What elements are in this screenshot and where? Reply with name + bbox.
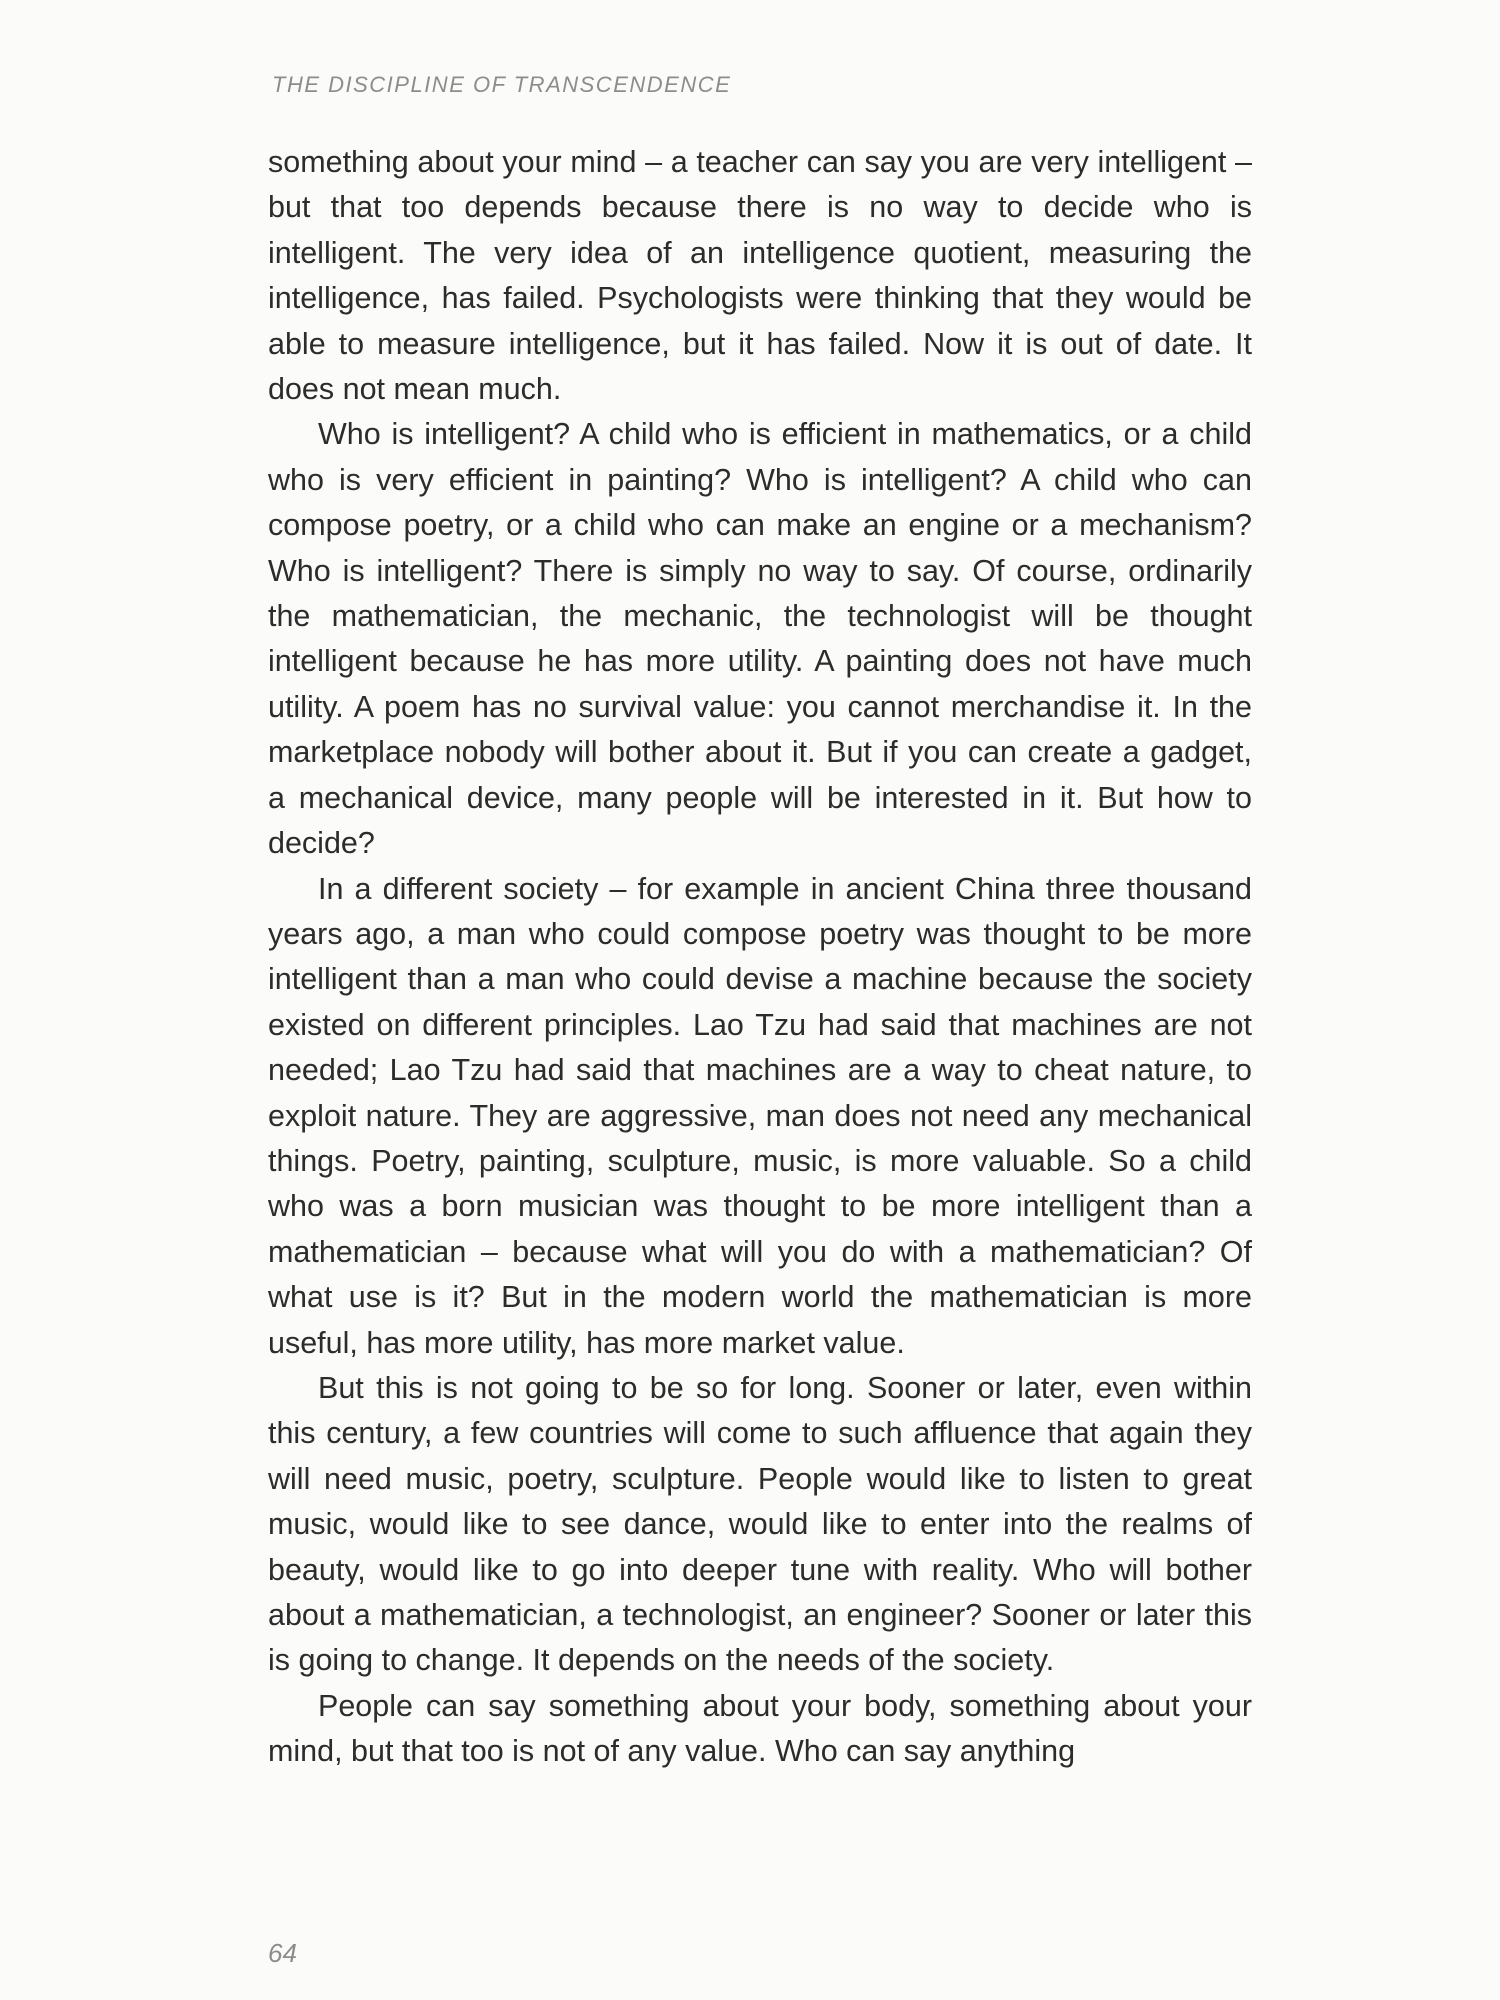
paragraph-1: something about your mind – a teacher can say you are very intelligent – but that too depends because there is no way to decide who is intelligent. The very idea of an intelligence quotient, measuring the intelligence, has failed. Psychologists were thinking that they would be able to measure intelligence, but it has failed. Now it is out of date. It does not mean much. (268, 145, 1252, 407)
paragraph-3: In a different society – for example in ancient China three thousand years ago, a man who could compose poetry was thought to be more intelligent than a man who could devise a machine because the society existed on different principles. Lao Tzu had said that machines are not needed; Lao Tzu had said that machines are a way to cheat nature, to exploit nature. They are aggressive, man does not need any mechanical things. Poetry, painting, sculpture, music, is more valuable. So a child who was a born musician was thought to be more intelligent than a mathematician – because what will you do with a mathematician? Of what use is it? But in the modern world the mathematician is more useful, has more utility, has more market value. (268, 871, 1252, 1360)
body-text (268, 140, 1252, 1775)
page-number: 64 (268, 1938, 297, 1968)
paragraph-2: Who is intelligent? A child who is efficient in mathematics, or a child who is very efficient in painting? Who is intelligent? A child who can compose poetry, or a child who can make an engine or a mechanism? Who is intelligent? There is simply no way to say. Of course, ordinarily the mathematician, the mechanic, the technologist will be thought intelligent because he has more utility. A painting does not have much utility. A poem has no survival value: you cannot merchandise it. In the marketplace nobody will bother about it. But if you can create a gadget, a mechanical device, many people will be interested in it. But how to decide? (268, 417, 1252, 861)
paragraph-4: But this is not going to be so for long. Sooner or later, even within this century, a few countries will come to such affluence that again they will need music, poetry, sculpture. People would like to listen to great music, would like to see dance, would like to enter into the realms of beauty, would like to go into deeper tune with reality. Who will bother about a mathematician, a technologist, an engineer? Sooner or later this is going to change. It depends on the needs of the society. (268, 1370, 1252, 1678)
paragraph-5: People can say something about your body, something about your mind, but that too is not of any value. Who can say anything (268, 1688, 1252, 1769)
running-head: THE DISCIPLINE OF TRANSCENDENCE (272, 72, 732, 97)
